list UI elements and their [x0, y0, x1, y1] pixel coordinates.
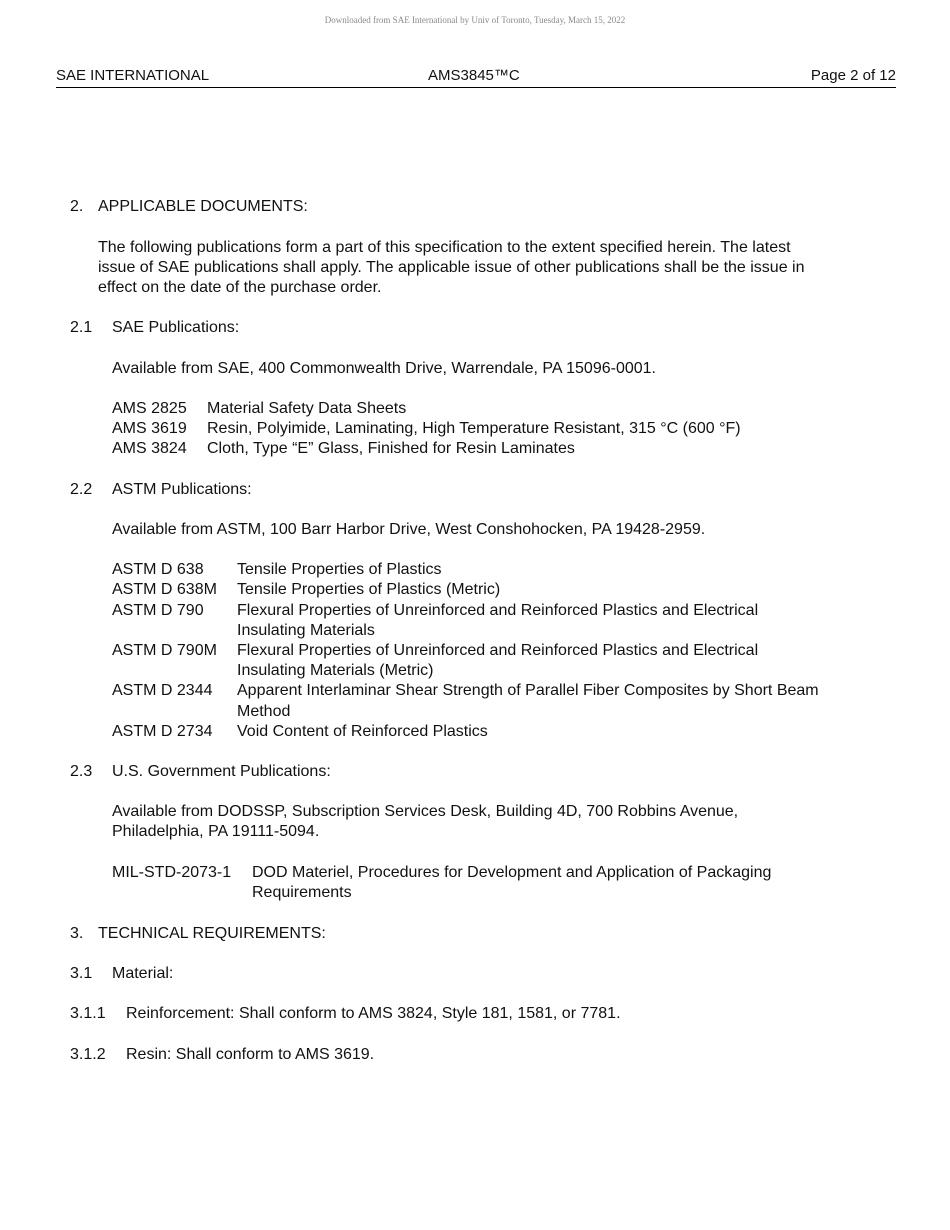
section-title: TECHNICAL REQUIREMENTS:: [98, 925, 326, 942]
section-number: 3.1: [70, 965, 93, 982]
ref-title: Tensile Properties of Plastics: [237, 561, 442, 578]
header-page-number: Page 2 of 12: [810, 67, 896, 84]
section-3-heading: [70, 924, 326, 944]
section-number: 3.1.2: [70, 1046, 106, 1063]
ref-title: Void Content of Reinforced Plastics: [237, 723, 488, 740]
ref-title: DOD Materiel, Procedures for Development and Application of Packaging: [252, 864, 772, 881]
ref-code: MIL-STD-2073-1: [112, 864, 232, 881]
section-3-1-1: [70, 1004, 621, 1024]
section-3-1-heading: [70, 964, 174, 984]
ref-title-continued: Insulating Materials: [237, 622, 375, 639]
section-2-intro: [98, 238, 805, 298]
ref-code: AMS 2825: [112, 400, 187, 417]
intro-line: The following publications form a part of this specification to the extent specified herein. The latest: [98, 239, 791, 256]
sae-reference-list: [112, 399, 872, 459]
section-2-heading: [70, 197, 308, 217]
section-2-3-heading: [70, 762, 331, 782]
section-title: ASTM Publications:: [112, 481, 252, 498]
section-number: 2.: [70, 198, 84, 215]
ref-code: ASTM D 2734: [112, 723, 213, 740]
header-doc-number: AMS3845™C: [428, 67, 520, 84]
ref-title: Cloth, Type “E” Glass, Finished for Resin Laminates: [207, 440, 575, 457]
section-2-2-heading: [70, 480, 252, 500]
astm-reference-list: [112, 560, 872, 740]
page-header: [56, 67, 896, 88]
section-number: 3.: [70, 925, 84, 942]
section-title: SAE Publications:: [112, 319, 240, 336]
ref-title-continued: Requirements: [252, 884, 352, 901]
ref-code: AMS 3619: [112, 420, 187, 437]
intro-line: effect on the date of the purchase order.: [98, 279, 382, 296]
mil-reference: [112, 863, 872, 903]
ref-code: ASTM D 2344: [112, 682, 213, 699]
ref-code: ASTM D 638M: [112, 581, 217, 598]
ref-code: AMS 3824: [112, 440, 187, 457]
availability-line: Available from DODSSP, Subscription Services Desk, Building 4D, 700 Robbins Avenue,: [112, 803, 739, 820]
section-number: 2.2: [70, 481, 93, 498]
sae-availability: Available from SAE, 400 Commonwealth Drive, Warrendale, PA 15096-0001.: [112, 360, 656, 377]
ref-title-continued: Insulating Materials (Metric): [237, 662, 434, 679]
ref-title: Tensile Properties of Plastics (Metric): [237, 581, 501, 598]
dodssp-availability: [112, 802, 738, 842]
ref-code: ASTM D 790M: [112, 642, 217, 659]
section-title: APPLICABLE DOCUMENTS:: [98, 198, 308, 215]
section-2-1-heading: [70, 318, 240, 338]
section-number: 3.1.1: [70, 1005, 106, 1022]
ref-title: Material Safety Data Sheets: [207, 400, 407, 417]
section-number: 2.1: [70, 319, 93, 336]
section-title: Material:: [112, 965, 174, 982]
ref-title: Apparent Interlaminar Shear Strength of Parallel Fiber Composites by Short Beam: [237, 682, 819, 699]
section-title: U.S. Government Publications:: [112, 763, 331, 780]
ref-code: ASTM D 790: [112, 602, 204, 619]
download-watermark: Downloaded from SAE International by Univ of Toronto, Tuesday, March 15, 2022: [324, 15, 626, 25]
intro-line: issue of SAE publications shall apply. The applicable issue of other publications shall be the issue in: [98, 259, 805, 276]
ref-title: Flexural Properties of Unreinforced and Reinforced Plastics and Electrical: [237, 642, 759, 659]
ref-title-continued: Method: [237, 703, 291, 720]
astm-availability: Available from ASTM, 100 Barr Harbor Drive, West Conshohocken, PA 19428-2959.: [112, 521, 706, 538]
availability-line: Philadelphia, PA 19111-5094.: [112, 823, 320, 840]
header-org: SAE INTERNATIONAL: [56, 67, 210, 84]
ref-code: ASTM D 638: [112, 561, 204, 578]
section-3-1-2: [70, 1045, 375, 1065]
section-number: 2.3: [70, 763, 93, 780]
ref-title: Flexural Properties of Unreinforced and Reinforced Plastics and Electrical: [237, 602, 759, 619]
section-text: Reinforcement: Shall conform to AMS 3824, Style 181, 1581, or 7781.: [126, 1005, 621, 1022]
section-text: Resin: Shall conform to AMS 3619.: [126, 1046, 375, 1063]
ref-title: Resin, Polyimide, Laminating, High Temperature Resistant, 315 °C (600 °F): [207, 420, 741, 437]
